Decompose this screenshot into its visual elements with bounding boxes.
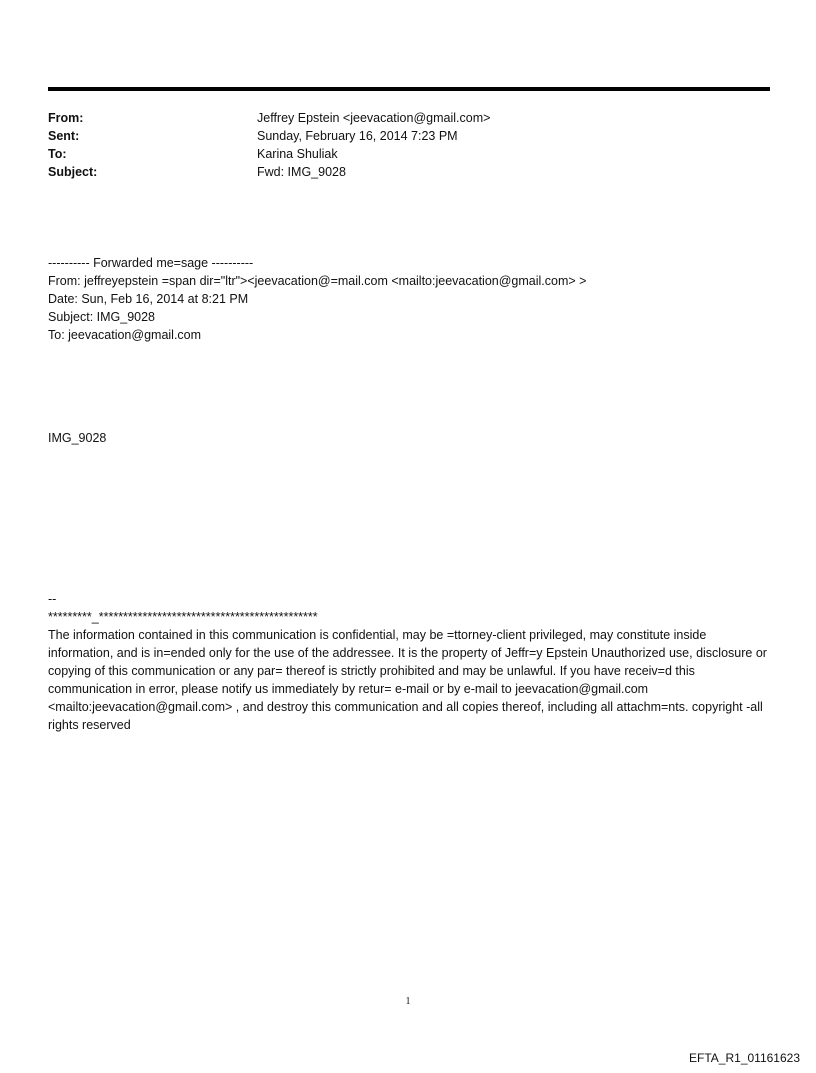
- sent-value: Sunday, February 16, 2014 7:23 PM: [257, 129, 458, 143]
- forwarded-subject: Subject: IMG_9028: [48, 310, 156, 324]
- from-label: From:: [48, 111, 84, 125]
- to-label: To:: [48, 147, 67, 161]
- header-row-to: [48, 145, 770, 163]
- forwarded-divider: ---------- Forwarded me=sage ----------: [48, 256, 254, 270]
- subject-label: Subject:: [48, 165, 98, 179]
- header-row-subject: [48, 163, 770, 181]
- subject-value: Fwd: IMG_9028: [257, 165, 346, 179]
- page-number: 1: [405, 996, 411, 1007]
- header-row-from: [48, 109, 770, 127]
- forwarded-to: To: jeevacation@gmail.com: [48, 328, 202, 342]
- header-divider: [48, 87, 770, 91]
- forwarded-from: From: jeffreyepstein =span dir="ltr"><jeevacation@=mail.com <mailto:jeevacation@gmail.com> >: [48, 274, 587, 288]
- signature-block: [48, 590, 778, 734]
- confidentiality-disclaimer: The information contained in this communication is confidential, may be =ttorney-client privileged, may constitute inside information, and is in=ended only for the use of the addressee. It is the property of Jeffr=y Epstein Unauthorized use, disclosure or copying of this communication or any par= thereof is strictly prohibited and may be unlawful. If you have receiv=d this communication in error, please notify us immediately by retur= e-mail or by e-mail to jeevacation@gmail.com <mailto:jeevacation@gmail.com> , and destroy this communication and all copies thereof, including all attachm=nts. copyright -all rights reserved: [48, 628, 767, 732]
- document-id: EFTA_R1_01161623: [689, 1051, 800, 1065]
- from-value: Jeffrey Epstein <jeevacation@gmail.com>: [257, 111, 491, 125]
- forwarded-message-header: [48, 254, 778, 344]
- sent-label: Sent:: [48, 129, 80, 143]
- attachment-name: IMG_9028: [48, 431, 107, 445]
- message-body: [48, 429, 778, 447]
- to-value: Karina Shuliak: [257, 147, 338, 161]
- forwarded-date: Date: Sun, Feb 16, 2014 at 8:21 PM: [48, 292, 249, 306]
- signature-stars: *********_*********************************************: [48, 610, 318, 624]
- email-header: [48, 109, 770, 181]
- header-row-sent: [48, 127, 770, 145]
- signature-dashes: --: [48, 592, 57, 606]
